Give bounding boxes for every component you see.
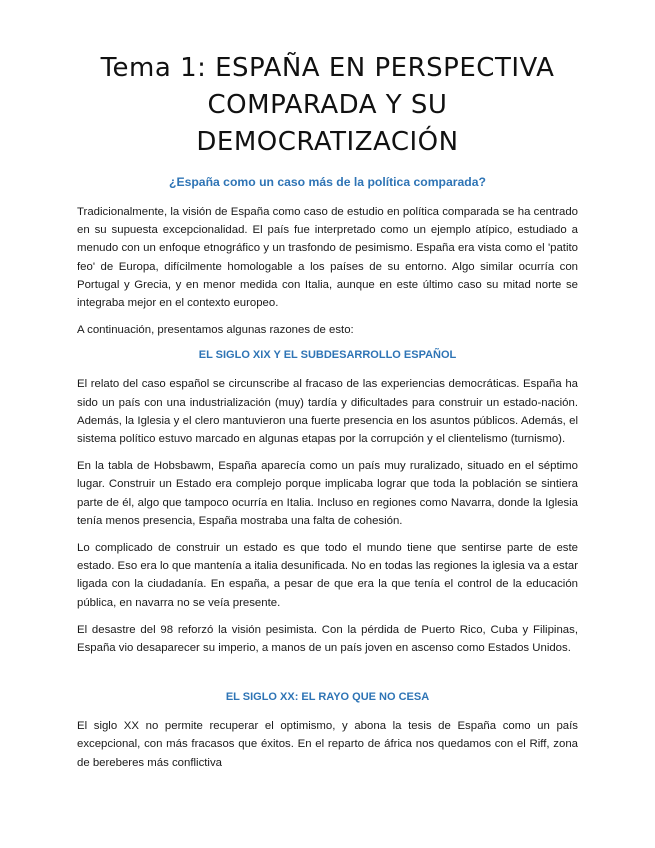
body-paragraph: En la tabla de Hobsbawm, España aparecía como un país muy ruralizado, situado en el séptimo lugar. Construir un Estado era complejo porque implicaba lograr que toda la población se sintiera parte de él, algo que tampoco ocurría en Italia. Incluso en regiones como Navarra, donde la Iglesia tenía menos presencia, España mostraba una falta de cohesión. [77, 460, 578, 527]
document-subtitle: ¿España como un caso más de la política comparada? [169, 175, 486, 189]
intro-lead-paragraph: A continuación, presentamos algunas razones de esto: [77, 324, 354, 337]
body-paragraph: Lo complicado de construir un estado es que todo el mundo tiene que sentirse parte de este estado. Eso era lo que mantenía a italia desunificada. No en todas las regiones la iglesia va a estar ligada con la ciudadanía. En españa, a pesar de que era la que tenía el control de la educación pública, en navarra no se veía presente. [77, 542, 578, 609]
body-paragraph: El siglo XX no permite recuperar el optimismo, y abona la tesis de España como un país excepcional, con más fracasos que éxitos. En el reparto de áfrica nos quedamos con el Riff, zona de bereberes más conflictiva [77, 720, 578, 769]
intro-paragraph: Tradicionalmente, la visión de España como caso de estudio en política comparada se ha centrado en su supuesta excepcionalidad. El país fue interpretado como un ejemplo atípico, estudiado a menudo con un enfoque etnográfico y un trasfondo de pesimismo. España era vista como el 'patito feo' de Europa, difícilmente homologable a los países de su entorno. Algo similar ocurría con Portugal y Grecia, y en menor medida con Italia, aunque en este último caso su mitad norte se integraba mejor en el contexto europeo. [77, 206, 578, 310]
section-heading-siglo-xix: EL SIGLO XIX Y EL SUBDESARROLLO ESPAÑOL [198, 349, 457, 362]
body-paragraph: El relato del caso español se circunscribe al fracaso de las experiencias democráticas. España ha sido un país con una industrialización (muy) tardía y dificultades para construir un estado-nación. Además, la Iglesia y el clero mantuvieron una fuerte presencia en los asuntos públicos. Además, el sistema político estuvo marcado en algunas etapas por la corrupción y el clientelismo (turnismo). [77, 378, 578, 446]
section-heading-siglo-xx: EL SIGLO XX: EL RAYO QUE NO CESA [225, 691, 430, 704]
body-paragraph: El desastre del 98 reforzó la visión pesimista. Con la pérdida de Puerto Rico, Cuba y Filipinas, España vio desaparecer su imperio, a manos de un país joven en ascenso como Estados Unidos. [77, 623, 578, 655]
page-title: Tema 1: ESPAÑA EN PERSPECTIVA COMPARADA Y SU DEMOCRATIZACIÓN [100, 53, 555, 157]
